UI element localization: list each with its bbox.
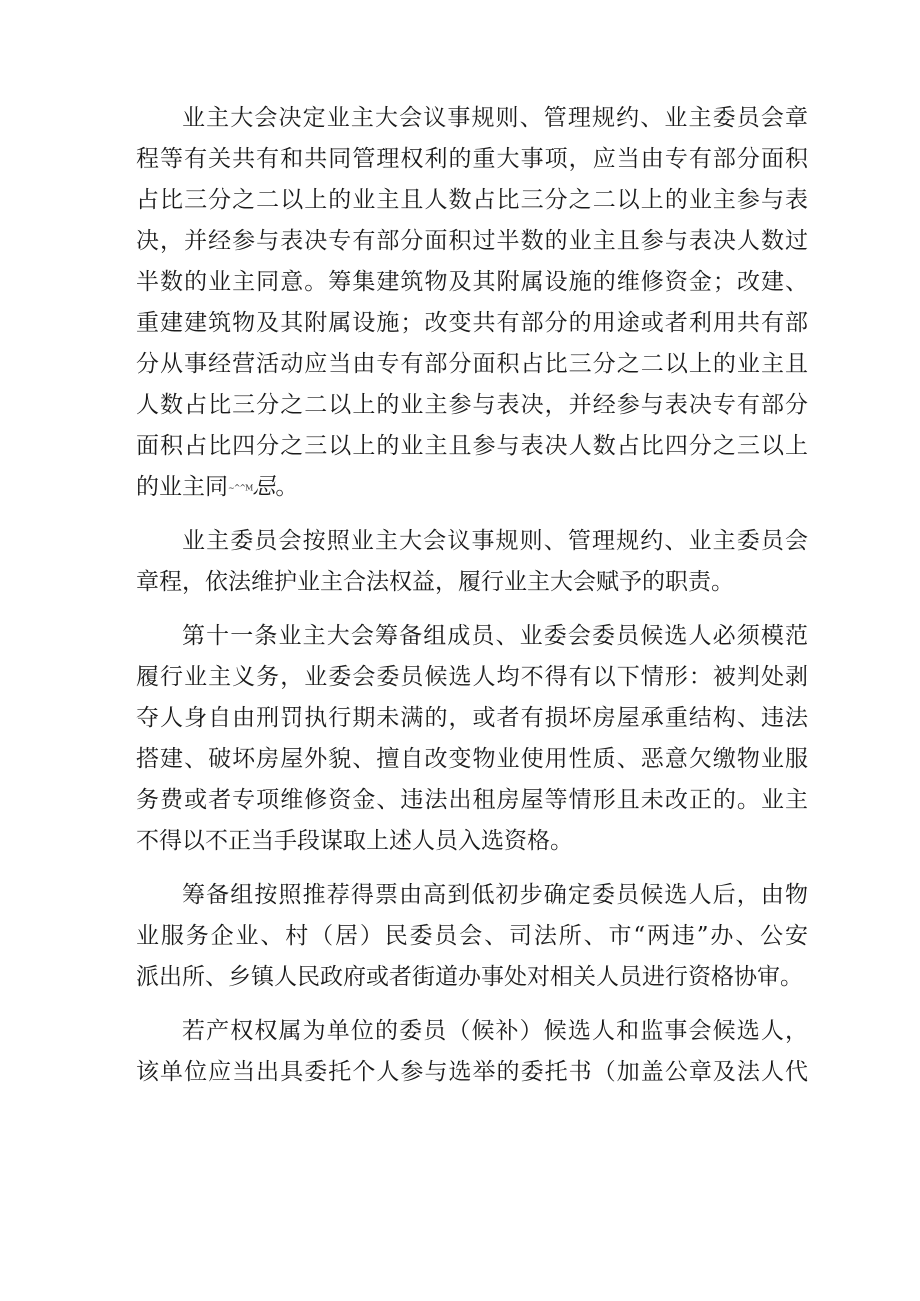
text-line: 若产权权属为单位的委员（候补）候选人和监事会候选人， — [182, 1018, 808, 1044]
text-line: 搭建、破坏房屋外貌、擅自改变物业使用性质、恶意欠缴物业服 — [136, 746, 808, 772]
text-line: 筹备组按照推荐得票由高到低初步确定委员候选人后，由物 — [182, 882, 808, 908]
text-line: 程等有关共有和共同管理权利的重大事项，应当由专有部分面积 — [136, 146, 808, 172]
text-line: 夺人身自由刑罚执行期未满的，或者有损坏房屋承重结构、违法 — [136, 705, 808, 731]
paragraph-gap — [136, 508, 808, 521]
document-body — [136, 98, 808, 1093]
text-line: 履行业主义务，业委会委员候选人均不得有以下情形：被判处剥 — [136, 664, 808, 690]
paragraph-gap — [136, 862, 808, 875]
text-line: 该单位应当出具委托个人参与选举的委托书（加盖公章及法人代 — [136, 1059, 808, 1085]
paragraph-5 — [136, 1011, 808, 1093]
text-line: 不得以不正当手段谋取上述人员入选资格。 — [136, 828, 573, 854]
text-line: 业主大会决定业主大会议事规则、管理规约、业主委员会章 — [182, 105, 808, 131]
text-line: 面积占比四分之三以上的业主且参与表决人数占比四分之三以上 — [136, 433, 808, 459]
scan-artifact: ~^^M — [228, 483, 253, 493]
text-line: 派出所、乡镇人民政府或者街道办事处对相关人员进行资格协审。 — [136, 964, 803, 990]
text-line: 务费或者专项维修资金、违法出租房屋等情形且未改正的。业主 — [136, 787, 808, 813]
text-line: 重建建筑物及其附属设施；改变共有部分的用途或者利用共有部 — [136, 310, 808, 336]
paragraph-4 — [136, 875, 808, 998]
paragraph-gap — [136, 998, 808, 1011]
text-fragment: 的业主同 — [136, 474, 228, 500]
text-line: 业主委员会按照业主大会议事规则、管理规约、业主委员会 — [182, 528, 808, 554]
paragraph-gap — [136, 603, 808, 616]
text-line: 决，并经参与表决专有部分面积过半数的业主且参与表决人数过 — [136, 228, 808, 254]
paragraph-1 — [136, 98, 808, 508]
text-line: 半数的业主同意。筹集建筑物及其附属设施的维修资金；改建、 — [136, 269, 808, 295]
text-fragment: 。 — [275, 474, 299, 500]
text-line: 第十一条业主大会筹备组成员、业委会委员候选人必须模范 — [182, 623, 808, 649]
paragraph-2 — [136, 521, 808, 603]
text-line: 业服务企业、村（居）民委员会、司法所、市“两违”办、公安 — [136, 923, 808, 949]
text-line: 章程，依法维护业主合法权益，履行业主大会赋予的职责。 — [136, 569, 734, 595]
paragraph-3 — [136, 616, 808, 862]
text-fragment: 忌 — [252, 474, 276, 500]
text-line-last — [136, 467, 808, 508]
text-line: 分从事经营活动应当由专有部分面积占比三分之二以上的业主且 — [136, 351, 808, 377]
text-line: 人数占比三分之二以上的业主参与表决，并经参与表决专有部分 — [136, 392, 808, 418]
text-line: 占比三分之二以上的业主且人数占比三分之二以上的业主参与表 — [136, 187, 808, 213]
